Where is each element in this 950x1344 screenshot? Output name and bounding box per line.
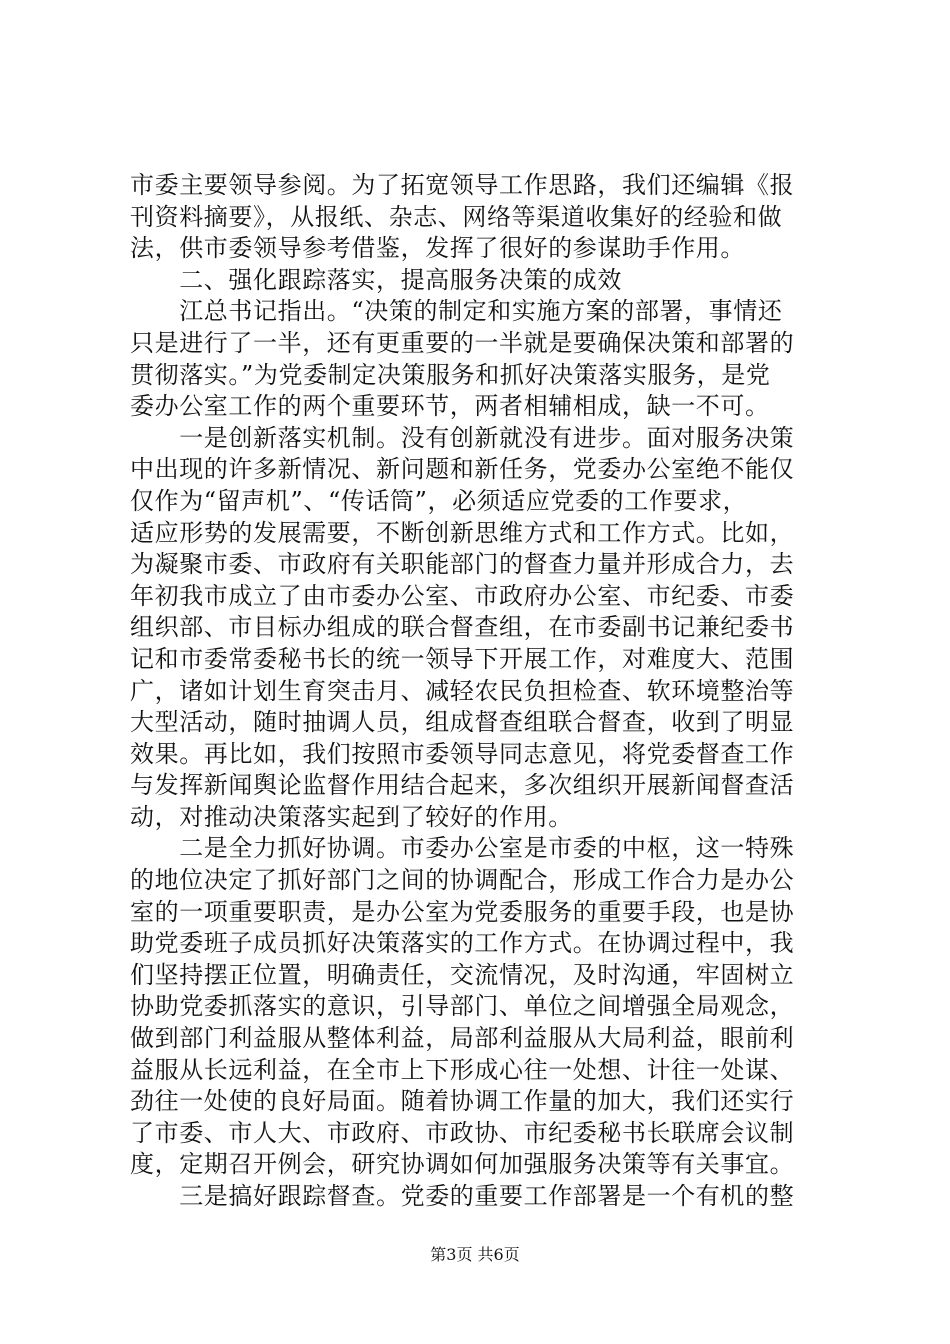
text-line: 贯彻落实。”为党委制定决策服务和抓好决策落实服务，是党 [130, 360, 771, 389]
text-line: 动，对推动决策落实起到了较好的作用。 [130, 802, 573, 831]
text-line: 效果。再比如，我们按照市委领导同志意见，将党委督查工作 [130, 739, 795, 768]
text-line: 为凝聚市委、市政府有关职能部门的督查力量并形成合力，去 [130, 550, 795, 579]
page-number: 第3页 共6页 [430, 1245, 520, 1264]
text-line: 法，供市委领导参考借鉴，发挥了很好的参谋助手作用。 [130, 234, 745, 263]
text-line: 中出现的许多新情况、新问题和新任务，党委办公室绝不能仅 [130, 455, 795, 484]
text-line: 适应形势的发展需要，不断创新思维方式和工作方式。比如， [130, 518, 795, 547]
text-line: 的地位决定了抓好部门之间的协调配合，形成工作合力是办公 [130, 866, 795, 895]
text-line: 一是创新落实机制。没有创新就没有进步。面对服务决策 [130, 423, 795, 452]
text-line: 市委主要领导参阅。为了拓宽领导工作思路，我们还编辑《报 [130, 171, 795, 199]
text-line: 室的一项重要职责，是办公室为党委服务的重要手段，也是协 [130, 897, 795, 926]
text-line: 与发挥新闻舆论监督作用结合起来，多次组织开展新闻督查活 [130, 771, 795, 800]
text-line: 二是全力抓好协调。市委办公室是市委的中枢，这一特殊 [130, 834, 795, 863]
text-line: 度，定期召开例会，研究协调如何加强服务决策等有关事宜。 [130, 1150, 795, 1179]
section-heading: 二、强化跟踪落实，提高服务决策的成效 [130, 265, 622, 294]
text-line: 助党委班子成员抓好决策落实的工作方式。在协调过程中，我 [130, 929, 795, 958]
text-line: 记和市委常委秘书长的统一领导下开展工作，对难度大、范围 [130, 644, 795, 673]
text-line: 劲往一处使的良好局面。随着协调工作量的加大，我们还实行 [130, 1087, 795, 1116]
text-line: 刊资料摘要》，从报纸、杂志、网络等渠道收集好的经验和做 [130, 202, 783, 231]
text-line: 们坚持摆正位置，明确责任，交流情况，及时沟通，牢固树立 [130, 960, 795, 989]
text-line: 江总书记指出。“决策的制定和实施方案的部署，事情还 [130, 297, 783, 326]
text-line: 委办公室工作的两个重要环节，两者相辅相成，缺一不可。 [130, 392, 770, 421]
text-line: 益服从长远利益，在全市上下形成心往一处想、计往一处谋、 [130, 1055, 795, 1084]
text-line: 做到部门利益服从整体利益，局部利益服从大局利益，眼前利 [130, 1024, 795, 1053]
text-line: 年初我市成立了由市委办公室、市政府办公室、市纪委、市委 [130, 581, 795, 610]
document-body [130, 170, 830, 1213]
text-line: 只是进行了一半，还有更重要的一半就是要确保决策和部署的 [130, 328, 795, 357]
text-line: 广，诸如计划生育突击月、减轻农民负担检查、软环境整治等 [130, 676, 795, 705]
text-line: 大型活动，随时抽调人员，组成督查组联合督查，收到了明显 [130, 708, 795, 737]
text-line: 仅作为“留声机”、“传话筒”，必须适应党委的工作要求， [130, 486, 748, 515]
text-line: 组织部、市目标办组成的联合督查组，在市委副书记兼纪委书 [130, 613, 795, 642]
text-line: 协助党委抓落实的意识，引导部门、单位之间增强全局观念， [130, 992, 795, 1021]
text-line: 了市委、市人大、市政府、市政协、市纪委秘书长联席会议制 [130, 1118, 795, 1147]
text-line: 三是搞好跟踪督查。党委的重要工作部署是一个有机的整 [130, 1182, 795, 1210]
